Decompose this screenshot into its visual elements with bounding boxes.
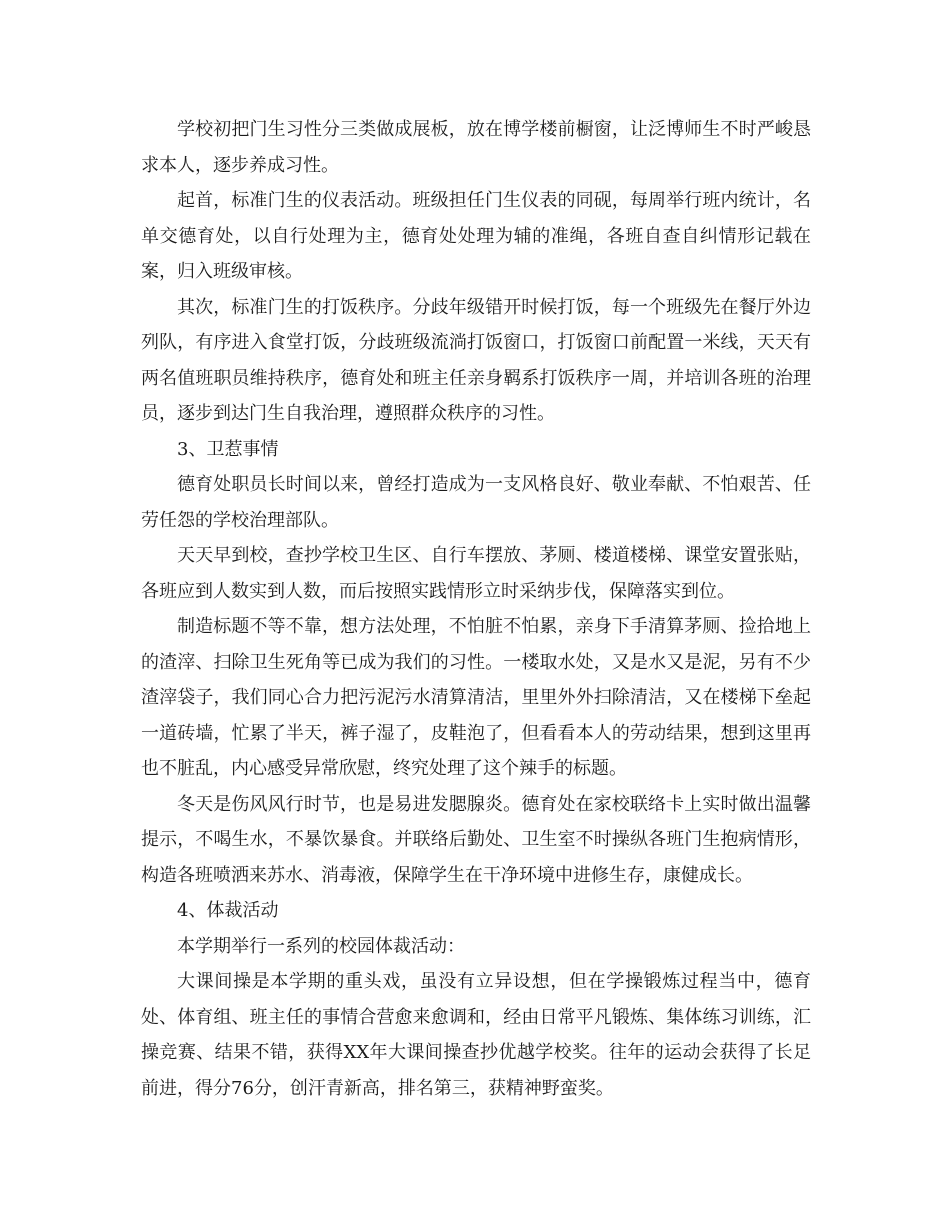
paragraph-daily-check: 天天早到校，查抄学校卫生区、自行车摆放、茅厕、楼道楼梯、课堂安置张贴，各班应到人数实到人数，而后按照实践情形立时采纳步伐，保障落实到位。 — [141, 545, 811, 602]
paragraph-meal-order: 其次，标准门生的打饭秩序。分歧年级错开时候打饭，每一个班级先在餐厅外边列队，有序进入食堂打饭，分歧班级流淌打饭窗口，打饭窗口前配置一米线，天天有两名值班职员维持秩序，德育处和班主任亲身羁系打饭秩序一周，并培训各班的治理员，逐步到达门生自我治理，遵照群众秩序的习性。 — [141, 296, 811, 424]
paragraph-appearance: 起首，标准门生的仪表活动。班级担任门生仪表的同砚，每周举行班内统计，名单交德育处，以自行处理为主，德育处处理为辅的准绳，各班自查自纠情形记载在案，归入班级审核。 — [141, 190, 811, 282]
paragraph-staff-team: 德育处职员长时间以来，曾经打造成为一支风格良好、敬业奉献、不怕艰苦、任劳任怨的学校治理部队。 — [141, 474, 811, 531]
paragraph-habits-display: 学校初把门生习性分三类做成展板，放在博学楼前橱窗，让泛博师生不时严峻恳求本人，逐步养成习性。 — [141, 119, 811, 176]
paragraph-exercise: 大课间操是本学期的重头戏，虽没有立异设想，但在学操锻炼过程当中，德育处、体育组、班主任的事情合营愈来愈调和，经由日常平凡锻炼、集体练习训练，汇操竞赛、结果不错，获得XX年大课间操查抄优越学校奖。往年的运动会获得了长足前进，得分76分，创汗青新高，排名第三，获精神野蛮奖。 — [141, 971, 811, 1099]
paragraph-winter-health: 冬天是伤风风行时节，也是易进发腮腺炎。德育处在家校联络卡上实时做出温馨提示，不喝生水，不暴饮暴食。并联络后勤处、卫生室不时操纵各班门生抱病情形，构造各班喷洒来苏水、消毒液，保障学生在干净环境中进修生存，康健成长。 — [141, 793, 811, 886]
section-heading-hygiene: 3、卫惹事情 — [177, 438, 279, 460]
paragraph-cleanup: 制造标题不等不靠，想方法处理，不怕脏不怕累，亲身下手清算茅厕、捡拾地上的渣滓、扫除卫生死角等已成为我们的习性。一楼取水处，又是水又是泥，另有不少渣滓袋子，我们同心合力把污泥污水清算清洁，里里外外扫除清洁，又在楼梯下垒起一道砖墙，忙累了半天，裤子湿了，皮鞋泡了，但看看本人的劳动结果，想到这里再也不脏乱，内心感受异常欣慰，终究处理了这个辣手的标题。 — [141, 616, 811, 779]
section-heading-activities: 4、体裁活动 — [177, 900, 279, 921]
document-body — [141, 112, 811, 1106]
paragraph-activities-intro: 本学期举行一系列的校园体裁活动： — [177, 935, 465, 957]
